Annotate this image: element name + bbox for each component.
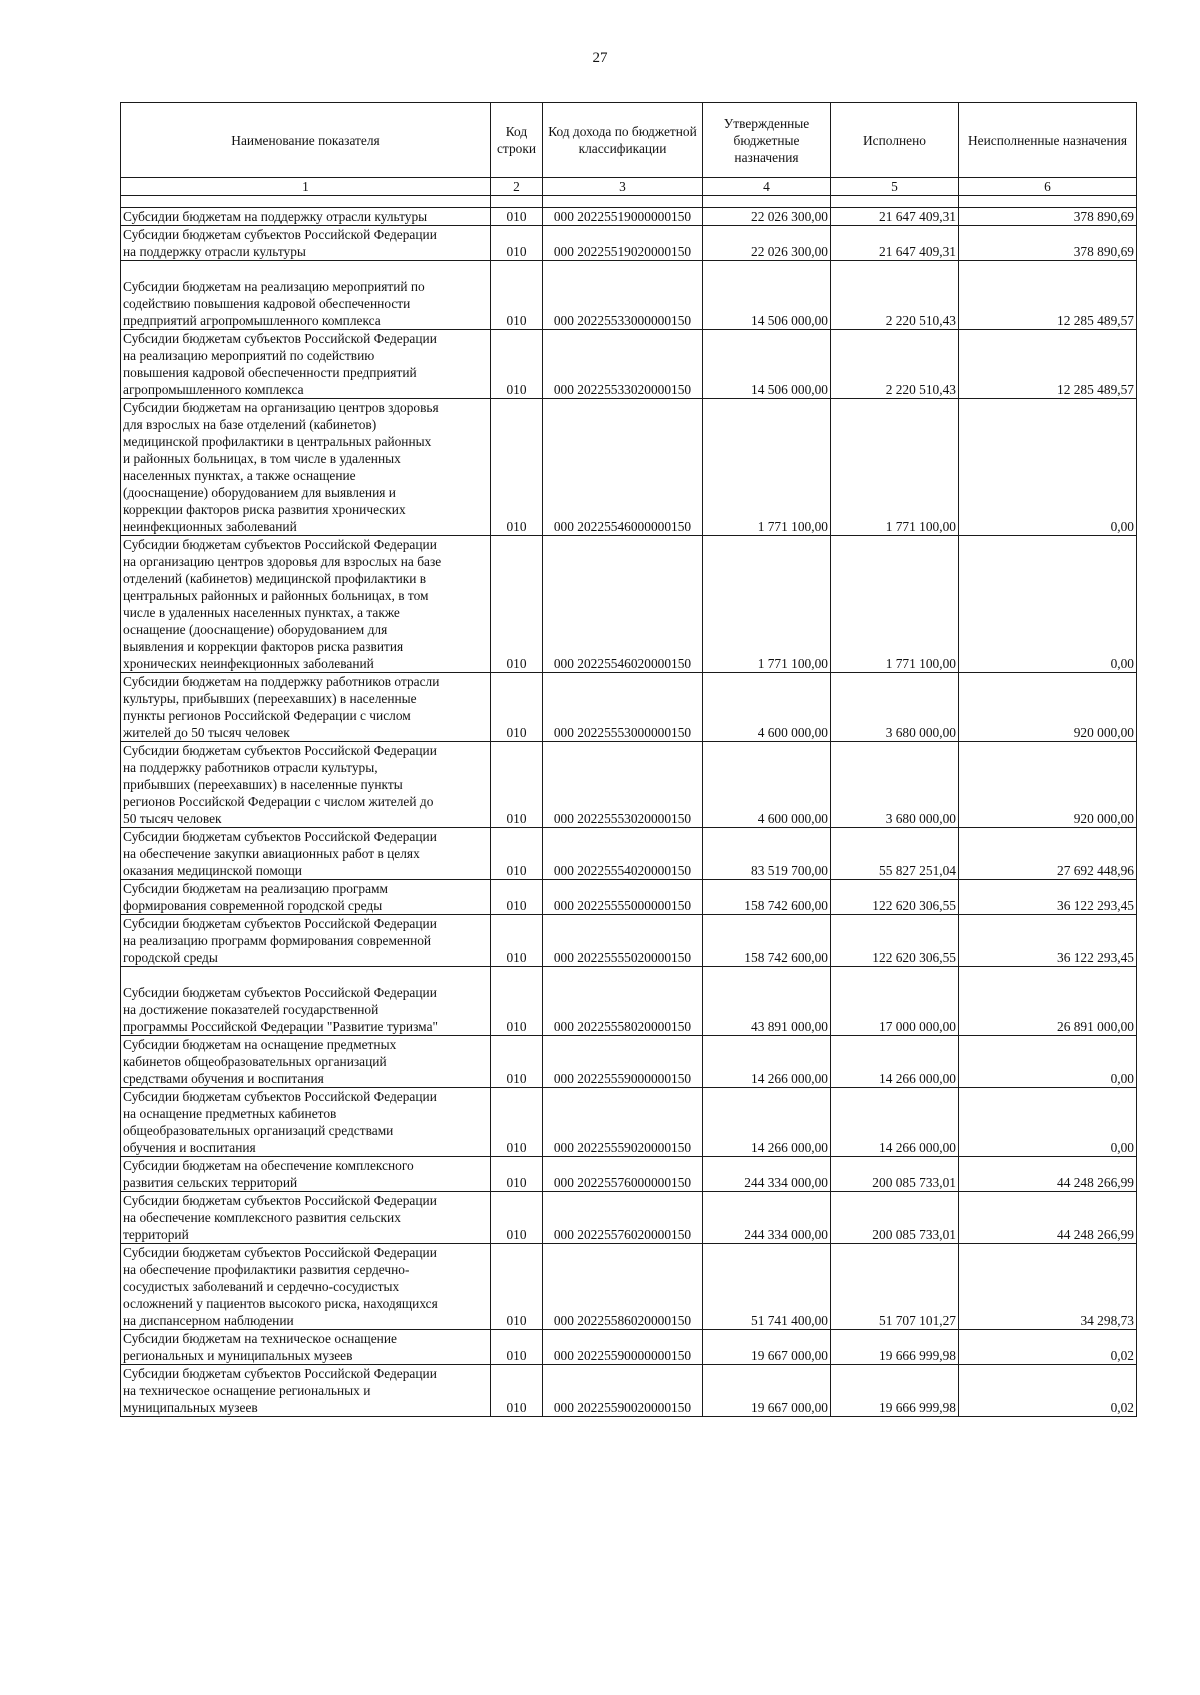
approved-amount-cell: 4 600 000,00 [703,742,831,828]
table-row [121,1244,1137,1330]
table-row [121,915,1137,967]
unexecuted-amount-cell: 0,02 [959,1365,1137,1417]
column-header-name: Наименование показателя [121,103,491,178]
executed-amount-cell: 1 771 100,00 [831,536,959,673]
unexecuted-amount-cell: 12 285 489,57 [959,261,1137,330]
line-code-cell: 010 [491,742,543,828]
line-code-cell: 010 [491,1088,543,1157]
revenue-code-cell: 000 20225546000000150 [543,399,703,536]
revenue-code-cell: 000 20225546020000150 [543,536,703,673]
approved-amount-cell: 22 026 300,00 [703,208,831,226]
line-code-cell: 010 [491,880,543,915]
indicator-name-cell: Субсидии бюджетам субъектов Российской Федерации на реализацию программ формирования современной городской среды [121,915,491,967]
indicator-name-cell: Субсидии бюджетам субъектов Российской Федерации на обеспечение профилактики развития сердечно- сосудистых заболеваний и сердечно-сосудистых осложнений у пациентов высокого риска, находящихся на диспансерном наблюдении [121,1244,491,1330]
column-header-revenue-code: Код дохода по бюджетной классификации [543,103,703,178]
table-row [121,399,1137,536]
line-code-cell: 010 [491,1365,543,1417]
unexecuted-amount-cell: 44 248 266,99 [959,1192,1137,1244]
approved-amount-cell: 244 334 000,00 [703,1157,831,1192]
column-number: 4 [703,178,831,196]
unexecuted-amount-cell: 920 000,00 [959,742,1137,828]
executed-amount-cell: 200 085 733,01 [831,1157,959,1192]
revenue-code-cell: 000 20225559000000150 [543,1036,703,1088]
executed-amount-cell: 2 220 510,43 [831,261,959,330]
line-code-cell: 010 [491,673,543,742]
table-row [121,967,1137,1036]
column-number: 1 [121,178,491,196]
table-row [121,1157,1137,1192]
revenue-code-cell: 000 20225554020000150 [543,828,703,880]
unexecuted-amount-cell: 0,00 [959,536,1137,673]
revenue-code-cell: 000 20225555020000150 [543,915,703,967]
column-header-executed: Исполнено [831,103,959,178]
unexecuted-amount-cell: 0,00 [959,1088,1137,1157]
column-header-line-code: Код строки [491,103,543,178]
unexecuted-amount-cell: 36 122 293,45 [959,880,1137,915]
table-body [121,196,1137,1417]
table-row [121,1330,1137,1365]
indicator-name-cell: Субсидии бюджетам на техническое оснащение региональных и муниципальных музеев [121,1330,491,1365]
line-code-cell: 010 [491,828,543,880]
column-header-approved: Утвержденные бюджетные назначения [703,103,831,178]
approved-amount-cell: 83 519 700,00 [703,828,831,880]
unexecuted-amount-cell: 0,00 [959,399,1137,536]
revenue-code-cell: 000 20225553020000150 [543,742,703,828]
executed-amount-cell: 122 620 306,55 [831,880,959,915]
approved-amount-cell: 51 741 400,00 [703,1244,831,1330]
table-row [121,1036,1137,1088]
indicator-name-cell: Субсидии бюджетам субъектов Российской Федерации на поддержку работников отрасли культуры, прибывших (переехавших) в населенные пункты регионов Российской Федерации с числом жителей до 50 тысяч человек [121,742,491,828]
executed-amount-cell: 122 620 306,55 [831,915,959,967]
executed-amount-cell: 51 707 101,27 [831,1244,959,1330]
executed-amount-cell: 14 266 000,00 [831,1036,959,1088]
line-code-cell: 010 [491,1157,543,1192]
executed-amount-cell: 3 680 000,00 [831,673,959,742]
indicator-name-cell: Субсидии бюджетам субъектов Российской Федерации на достижение показателей государственной программы Российской Федерации "Развитие туризма" [121,967,491,1036]
revenue-code-cell: 000 20225586020000150 [543,1244,703,1330]
line-code-cell: 010 [491,261,543,330]
approved-amount-cell: 14 266 000,00 [703,1088,831,1157]
revenue-code-cell: 000 20225533000000150 [543,261,703,330]
budget-execution-table [120,102,1137,1417]
table-row [121,1088,1137,1157]
unexecuted-amount-cell: 34 298,73 [959,1244,1137,1330]
unexecuted-amount-cell: 378 890,69 [959,208,1137,226]
approved-amount-cell: 158 742 600,00 [703,915,831,967]
table-row [121,1365,1137,1417]
revenue-code-cell: 000 20225558020000150 [543,967,703,1036]
table-row [121,828,1137,880]
revenue-code-cell: 000 20225576000000150 [543,1157,703,1192]
executed-amount-cell: 19 666 999,98 [831,1330,959,1365]
executed-amount-cell: 14 266 000,00 [831,1088,959,1157]
line-code-cell: 010 [491,1330,543,1365]
line-code-cell: 010 [491,1036,543,1088]
executed-amount-cell: 21 647 409,31 [831,208,959,226]
revenue-code-cell: 000 20225553000000150 [543,673,703,742]
revenue-code-cell: 000 20225519000000150 [543,208,703,226]
unexecuted-amount-cell: 44 248 266,99 [959,1157,1137,1192]
unexecuted-amount-cell: 27 692 448,96 [959,828,1137,880]
table-row [121,742,1137,828]
column-header-unexecuted: Неисполненные назначения [959,103,1137,178]
line-code-cell: 010 [491,399,543,536]
indicator-name-cell: Субсидии бюджетам субъектов Российской Федерации на обеспечение закупки авиационных работ в целях оказания медицинской помощи [121,828,491,880]
column-number: 2 [491,178,543,196]
approved-amount-cell: 1 771 100,00 [703,536,831,673]
line-code-cell: 010 [491,1192,543,1244]
executed-amount-cell: 3 680 000,00 [831,742,959,828]
approved-amount-cell: 1 771 100,00 [703,399,831,536]
table-row [121,673,1137,742]
line-code-cell: 010 [491,967,543,1036]
approved-amount-cell: 158 742 600,00 [703,880,831,915]
indicator-name-cell: Субсидии бюджетам субъектов Российской Федерации на обеспечение комплексного развития сельских территорий [121,1192,491,1244]
table-row [121,536,1137,673]
approved-amount-cell: 19 667 000,00 [703,1330,831,1365]
executed-amount-cell: 19 666 999,98 [831,1365,959,1417]
line-code-cell: 010 [491,226,543,261]
revenue-code-cell: 000 20225576020000150 [543,1192,703,1244]
approved-amount-cell: 14 506 000,00 [703,261,831,330]
indicator-name-cell: Субсидии бюджетам субъектов Российской Федерации на техническое оснащение региональных и муниципальных музеев [121,1365,491,1417]
approved-amount-cell: 19 667 000,00 [703,1365,831,1417]
column-number-row [121,178,1137,196]
table-row [121,1192,1137,1244]
indicator-name-cell: Субсидии бюджетам на обеспечение комплексного развития сельских территорий [121,1157,491,1192]
approved-amount-cell: 14 266 000,00 [703,1036,831,1088]
indicator-name-cell: Субсидии бюджетам субъектов Российской Федерации на реализацию мероприятий по содействию повышения кадровой обеспеченности предприятий агропромышленного комплекса [121,330,491,399]
approved-amount-cell: 244 334 000,00 [703,1192,831,1244]
table-row [121,261,1137,330]
indicator-name-cell: Субсидии бюджетам субъектов Российской Федерации на поддержку отрасли культуры [121,226,491,261]
executed-amount-cell: 2 220 510,43 [831,330,959,399]
approved-amount-cell: 22 026 300,00 [703,226,831,261]
executed-amount-cell: 1 771 100,00 [831,399,959,536]
executed-amount-cell: 17 000 000,00 [831,967,959,1036]
revenue-code-cell: 000 20225559020000150 [543,1088,703,1157]
executed-amount-cell: 21 647 409,31 [831,226,959,261]
column-number: 3 [543,178,703,196]
approved-amount-cell: 43 891 000,00 [703,967,831,1036]
table-row [121,330,1137,399]
unexecuted-amount-cell: 36 122 293,45 [959,915,1137,967]
indicator-name-cell: Субсидии бюджетам на организацию центров здоровья для взрослых на базе отделений (кабинетов) медицинской профилактики в центральных районных и районных больницах, в том числе в удаленных населенных пунктах, а также оснащение (дооснащение) оборудованием для выявления и коррекции факторов риска развития хронических неинфекционных заболеваний [121,399,491,536]
indicator-name-cell: Субсидии бюджетам субъектов Российской Федерации на оснащение предметных кабинетов общеобразовательных организаций средствами обучения и воспитания [121,1088,491,1157]
unexecuted-amount-cell: 12 285 489,57 [959,330,1137,399]
executed-amount-cell: 55 827 251,04 [831,828,959,880]
unexecuted-amount-cell: 378 890,69 [959,226,1137,261]
revenue-code-cell: 000 20225590020000150 [543,1365,703,1417]
indicator-name-cell: Субсидии бюджетам на реализацию программ формирования современной городской среды [121,880,491,915]
revenue-code-cell: 000 20225590000000150 [543,1330,703,1365]
revenue-code-cell: 000 20225555000000150 [543,880,703,915]
table-row [121,880,1137,915]
table-header-row [121,103,1137,178]
unexecuted-amount-cell: 0,02 [959,1330,1137,1365]
table-row [121,226,1137,261]
indicator-name-cell: Субсидии бюджетам субъектов Российской Федерации на организацию центров здоровья для взрослых на базе отделений (кабинетов) медицинской профилактики в центральных районных и районных больницах, в том числе в удаленных населенных пунктах, а также оснащение (дооснащение) оборудованием для выявления и коррекции факторов риска развития хронических неинфекционных заболеваний [121,536,491,673]
line-code-cell: 010 [491,208,543,226]
column-number: 5 [831,178,959,196]
line-code-cell: 010 [491,915,543,967]
indicator-name-cell: Субсидии бюджетам на поддержку работников отрасли культуры, прибывших (переехавших) в населенные пункты регионов Российской Федерации с числом жителей до 50 тысяч человек [121,673,491,742]
line-code-cell: 010 [491,536,543,673]
indicator-name-cell: Субсидии бюджетам на поддержку отрасли культуры [121,208,491,226]
unexecuted-amount-cell: 0,00 [959,1036,1137,1088]
table-row [121,208,1137,226]
line-code-cell: 010 [491,1244,543,1330]
unexecuted-amount-cell: 26 891 000,00 [959,967,1137,1036]
line-code-cell: 010 [491,330,543,399]
approved-amount-cell: 4 600 000,00 [703,673,831,742]
page-number: 27 [592,50,608,66]
unexecuted-amount-cell: 920 000,00 [959,673,1137,742]
indicator-name-cell: Субсидии бюджетам на реализацию мероприятий по содействию повышения кадровой обеспеченности предприятий агропромышленного комплекса [121,261,491,330]
spacer-row [121,196,1137,208]
executed-amount-cell: 200 085 733,01 [831,1192,959,1244]
indicator-name-cell: Субсидии бюджетам на оснащение предметных кабинетов общеобразовательных организаций средствами обучения и воспитания [121,1036,491,1088]
revenue-code-cell: 000 20225519020000150 [543,226,703,261]
column-number: 6 [959,178,1137,196]
revenue-code-cell: 000 20225533020000150 [543,330,703,399]
approved-amount-cell: 14 506 000,00 [703,330,831,399]
